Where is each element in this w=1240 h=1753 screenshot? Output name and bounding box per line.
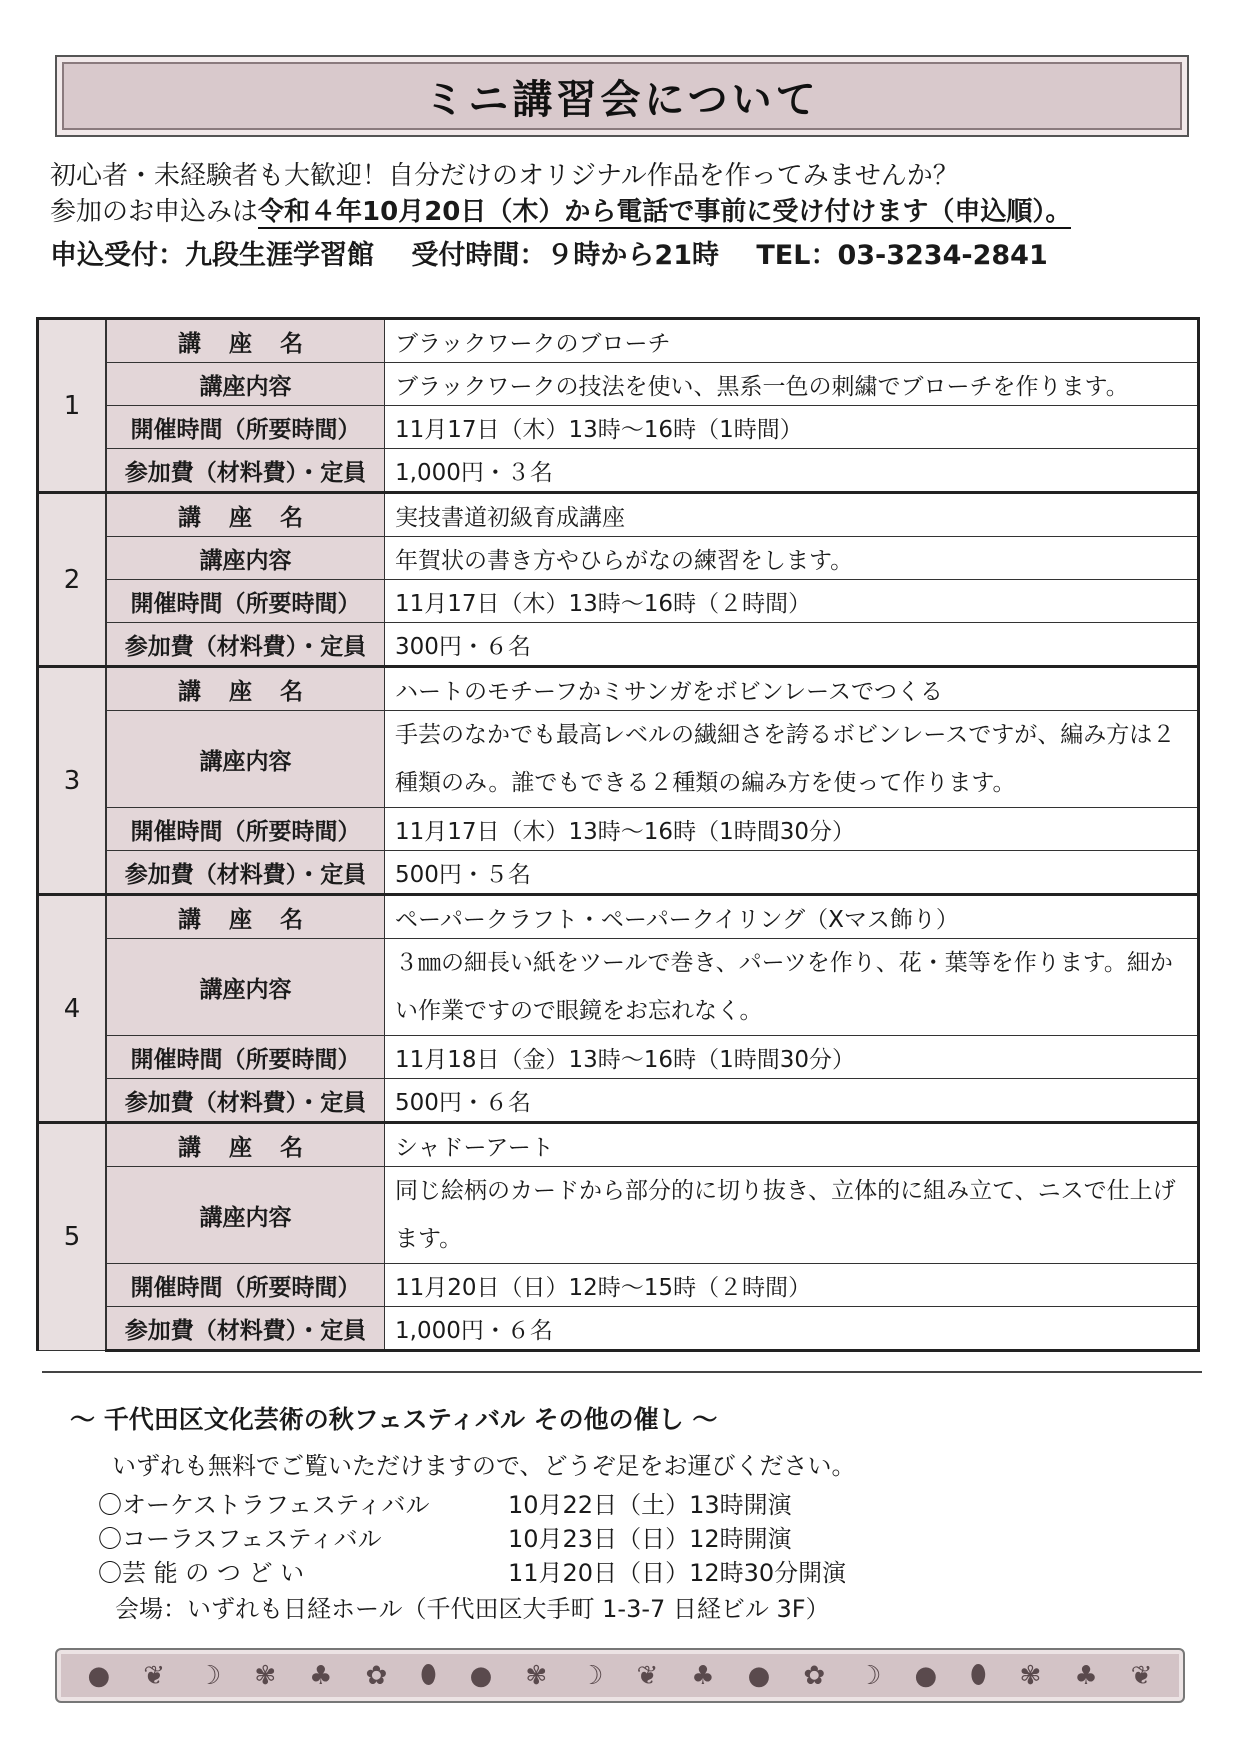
- table-row: [38, 319, 1199, 363]
- table-row: [38, 1264, 1199, 1307]
- table-row: [38, 939, 1199, 1036]
- intro-section: [50, 158, 1200, 274]
- intro-line-2-prefix: 参加のお申込みは: [50, 197, 259, 227]
- course-number: 4: [38, 895, 107, 1123]
- leaf-icon: ❦: [1130, 1660, 1153, 1691]
- course-number: 1: [38, 319, 107, 493]
- event-name: 〇コーラスフェスティバル: [98, 1524, 382, 1553]
- row-label-name: 講 座 名: [106, 667, 385, 711]
- row-label-time: 開催時間（所要時間）: [106, 1264, 385, 1307]
- table-row: [38, 895, 1199, 939]
- row-label-fee: 参加費（材料費）・定員: [106, 449, 385, 493]
- maple-leaf-icon: ✿: [365, 1660, 388, 1691]
- course-time: 11月18日（金）13時～16時（1時間30分）: [385, 1036, 1199, 1079]
- row-label-content: 講座内容: [106, 537, 385, 580]
- acorn-icon: ●: [747, 1660, 771, 1691]
- row-label-content: 講座内容: [106, 1167, 385, 1264]
- course-fee: 500円・５名: [385, 851, 1199, 895]
- table-row: [38, 667, 1199, 711]
- leaf-icon: ⬮: [970, 1660, 987, 1690]
- course-fee: 1,000円・３名: [385, 449, 1199, 493]
- table-row: [38, 493, 1199, 537]
- row-label-content: 講座内容: [106, 363, 385, 406]
- table-row: [38, 851, 1199, 895]
- course-number: 5: [38, 1123, 107, 1351]
- leaf-icon: ❦: [143, 1660, 165, 1691]
- maple-leaf-icon: ✾: [1019, 1660, 1042, 1691]
- row-label-time: 開催時間（所要時間）: [106, 1036, 385, 1079]
- table-row: [38, 623, 1199, 667]
- moon-icon: ☽: [858, 1660, 882, 1691]
- course-content: ３㎜の細長い紙をツールで巻き、パーツを作り、花・葉等を作ります。細かい作業ですので眼鏡をお忘れなく。: [385, 939, 1199, 1036]
- festival-event: [98, 1485, 1200, 1519]
- event-datetime: 10月23日（日）12時開演: [508, 1524, 792, 1553]
- contact-line: [50, 238, 1200, 274]
- page-title: ミニ講習会について: [424, 76, 820, 123]
- acorn-icon: ●: [914, 1660, 938, 1691]
- row-label-content: 講座内容: [106, 939, 385, 1036]
- table-row: [38, 1123, 1199, 1167]
- event-datetime: 10月22日（土）13時開演: [508, 1490, 792, 1519]
- mushroom-icon: ♣: [691, 1660, 715, 1691]
- festival-venue: 会場：いずれも日経ホール（千代田区大手町 1-3-7 日経ビル 3F）: [115, 1595, 830, 1623]
- festival-events: [98, 1485, 1200, 1587]
- table-row: [38, 1079, 1199, 1123]
- course-name: 実技書道初級育成講座: [385, 493, 1199, 537]
- course-content: ブラックワークの技法を使い、黒系一色の刺繍でブローチを作ります。: [385, 363, 1199, 406]
- table-row: [38, 406, 1199, 449]
- course-number: 2: [38, 493, 107, 667]
- course-fee: 1,000円・６名: [385, 1307, 1199, 1351]
- table-row: [38, 808, 1199, 851]
- table-row: [38, 537, 1199, 580]
- row-label-content: 講座内容: [106, 711, 385, 808]
- course-fee: 500円・６名: [385, 1079, 1199, 1123]
- course-content: 同じ絵柄のカードから部分的に切り抜き、立体的に組み立て、ニスで仕上げます。: [385, 1167, 1199, 1264]
- title-banner: [55, 55, 1189, 137]
- moon-icon: ☽: [198, 1660, 222, 1691]
- event-name: 〇オーケストラフェスティバル: [98, 1490, 430, 1519]
- maple-leaf-icon: ✿: [803, 1660, 826, 1691]
- course-time: 11月17日（木）13時～16時（２時間）: [385, 580, 1199, 623]
- mushroom-icon: ♣: [309, 1660, 333, 1691]
- reception-location: 申込受付：九段生涯学習館: [50, 240, 374, 271]
- course-name: ペーパークラフト・ペーパークイリング（Xマス飾り）: [385, 895, 1199, 939]
- maple-leaf-icon: ✾: [525, 1660, 548, 1691]
- row-label-name: 講 座 名: [106, 493, 385, 537]
- course-number: 3: [38, 667, 107, 895]
- row-label-fee: 参加費（材料費）・定員: [106, 623, 385, 667]
- row-label-time: 開催時間（所要時間）: [106, 580, 385, 623]
- course-fee: 300円・６名: [385, 623, 1199, 667]
- table-row: [38, 449, 1199, 493]
- courses-table: [36, 317, 1200, 1352]
- festival-heading: ～ 千代田区文化芸術の秋フェスティバル その他の催し ～: [70, 1405, 718, 1434]
- intro-line-1: 初心者・未経験者も大歓迎！自分だけのオリジナル作品を作ってみませんか？: [50, 161, 959, 191]
- leaf-icon: ⬮: [420, 1660, 437, 1690]
- course-name: シャドーアート: [385, 1123, 1199, 1167]
- table-row: [38, 1307, 1199, 1351]
- maple-leaf-icon: ✾: [254, 1660, 277, 1691]
- row-label-time: 開催時間（所要時間）: [106, 406, 385, 449]
- table-row: [38, 1167, 1199, 1264]
- row-label-fee: 参加費（材料費）・定員: [106, 851, 385, 895]
- course-content: 年賀状の書き方やひらがなの練習をします。: [385, 537, 1199, 580]
- table-row: [38, 1036, 1199, 1079]
- row-label-fee: 参加費（材料費）・定員: [106, 1307, 385, 1351]
- course-name: ハートのモチーフかミサンガをボビンレースでつくる: [385, 667, 1199, 711]
- festival-event: [98, 1553, 1200, 1587]
- row-label-name: 講 座 名: [106, 319, 385, 363]
- course-content: 手芸のなかでも最高レベルの繊細さを誇るボビンレースですが、編み方は２種類のみ。誰でもできる２種類の編み方を使って作ります。: [385, 711, 1199, 808]
- application-date-notice: 令和４年10月20日（木）から電話で事前に受け付けます（申込順）。: [258, 197, 1072, 227]
- course-time: 11月17日（木）13時～16時（1時間）: [385, 406, 1199, 449]
- intro-line-2: [50, 194, 1200, 230]
- leaf-icon: ❦: [636, 1660, 659, 1691]
- festival-note: いずれも無料でご覧いただけますので、どうぞ足をお運びください。: [112, 1452, 856, 1480]
- table-row: [38, 363, 1199, 406]
- mushroom-icon: ♣: [1074, 1660, 1098, 1691]
- reception-hours: 受付時間：９時から21時: [411, 240, 719, 271]
- phone-number: TEL：03-3234-2841: [756, 240, 1048, 271]
- course-time: 11月20日（日）12時～15時（２時間）: [385, 1264, 1199, 1307]
- event-datetime: 11月20日（日）12時30分開演: [508, 1558, 847, 1587]
- table-row: [38, 580, 1199, 623]
- festival-section: [70, 1400, 1200, 1624]
- table-row: [38, 711, 1199, 808]
- course-name: ブラックワークのブローチ: [385, 319, 1199, 363]
- moon-icon: ☽: [580, 1660, 604, 1691]
- course-time: 11月17日（木）13時～16時（1時間30分）: [385, 808, 1199, 851]
- row-label-name: 講 座 名: [106, 895, 385, 939]
- event-name: 〇芸 能 の つ ど い: [98, 1558, 305, 1587]
- festival-event: [98, 1519, 1200, 1553]
- footer-decoration: [55, 1648, 1185, 1703]
- acorn-icon: ●: [87, 1660, 111, 1691]
- row-label-name: 講 座 名: [106, 1123, 385, 1167]
- row-label-fee: 参加費（材料費）・定員: [106, 1079, 385, 1123]
- section-divider: [42, 1371, 1202, 1373]
- acorn-icon: ●: [469, 1660, 493, 1691]
- row-label-time: 開催時間（所要時間）: [106, 808, 385, 851]
